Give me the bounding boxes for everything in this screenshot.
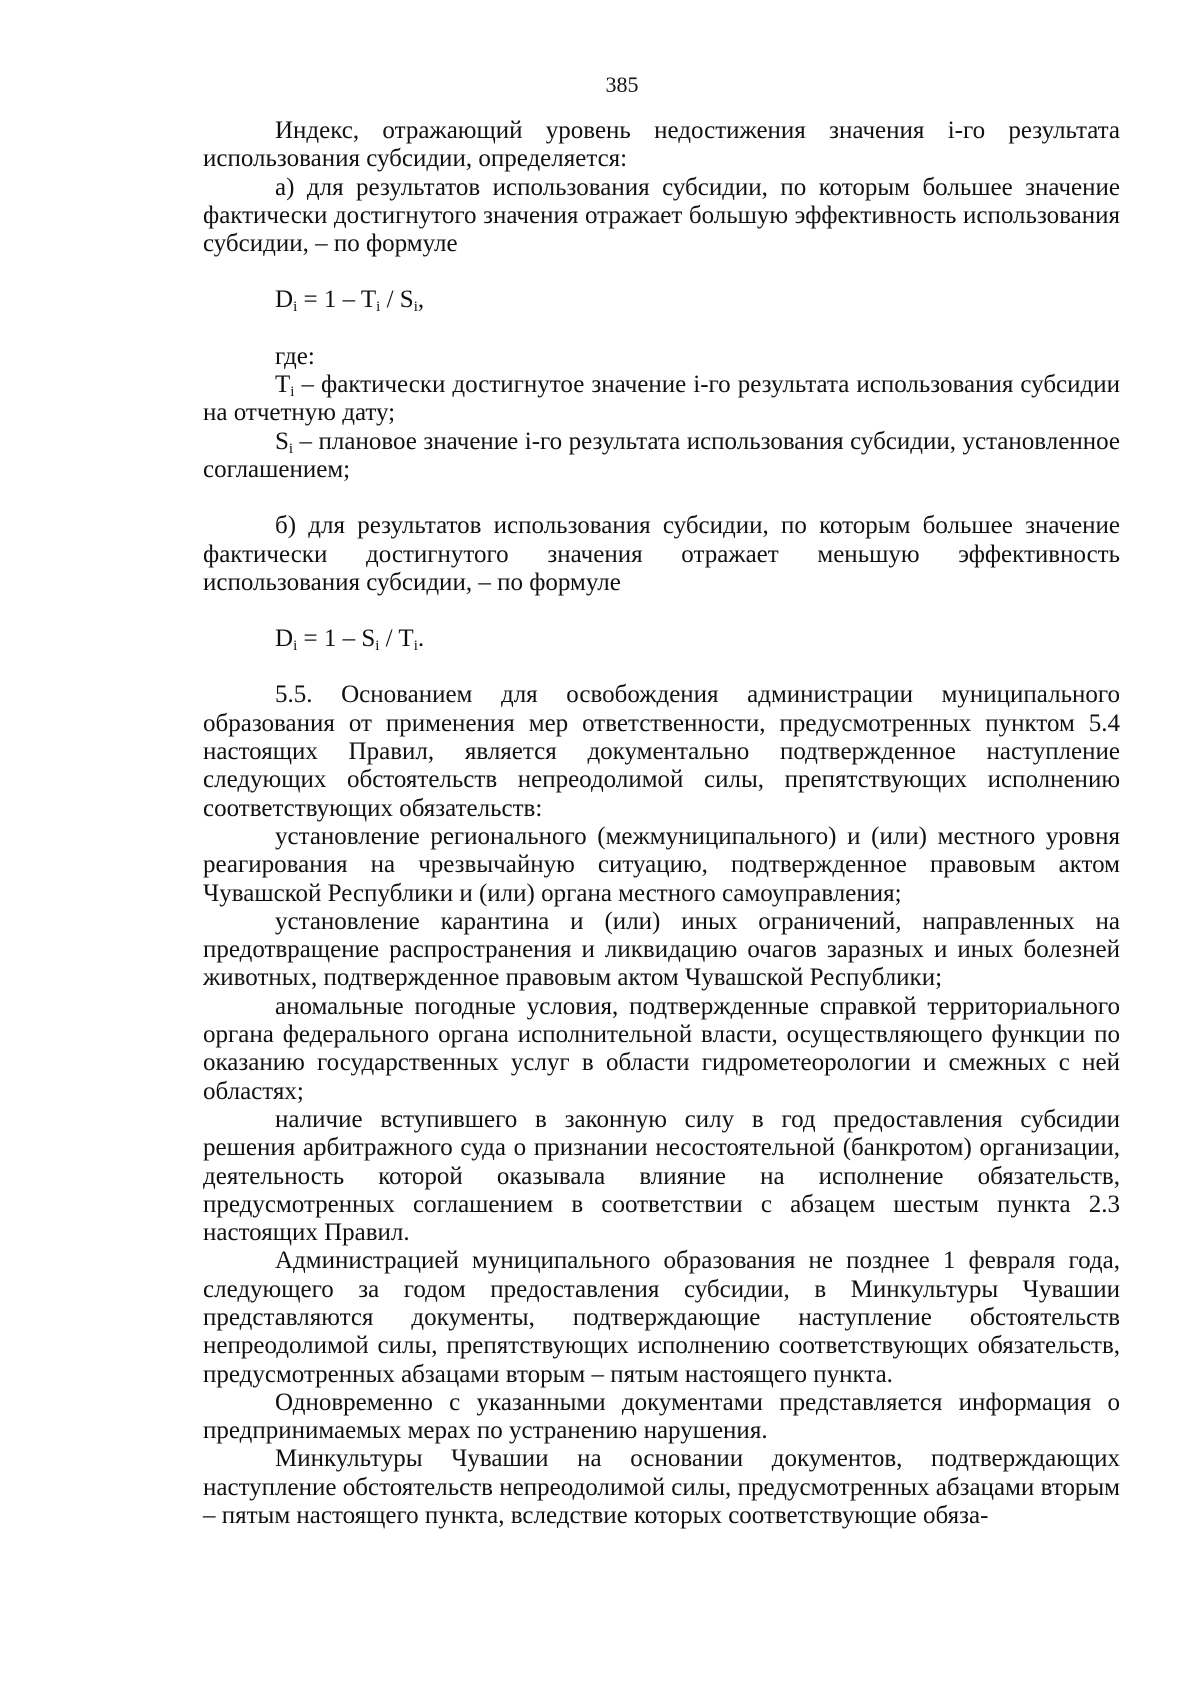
paragraph-case-b: б) для результатов использования субсидии, по которым большее значение фактически достигнутого значения отражает меньшую эффективность использования субсидии, – по формуле bbox=[203, 512, 1120, 596]
paragraph-bankruptcy: наличие вступившего в законную силу в год предоставления субсидии решения арбитражного суда о признании несостоятельной (банкротом) организации, деятельность которой оказывала влияние на исполнение обязательств, предусмотренных соглашением в соответствии с абзацем шестым пункта 2.3 настоящих Правил. bbox=[203, 1105, 1120, 1247]
formula-a-mid-subscript: i bbox=[376, 299, 381, 316]
definition-t-subscript: i bbox=[290, 384, 295, 401]
formula-b-mid-subscript: i bbox=[375, 638, 380, 655]
formula-a-divisor-subscript: i bbox=[413, 299, 418, 316]
paragraph-measures-info: Одновременно с указанными документами представляется информация о предпринимаемых мерах по устранению нарушения. bbox=[203, 1388, 1120, 1445]
formula-a-mid: = 1 – T bbox=[297, 286, 377, 314]
paragraph-emergency-response: установление регионального (межмуниципального) и (или) местного уровня реагирования на чрезвычайную ситуацию, подтвержденное правовым актом Чувашской Республики и (или) органа местного самоуправления; bbox=[203, 822, 1120, 907]
formula-a-lhs: D bbox=[275, 286, 294, 314]
definition-s-text: – плановое значение i-го результата использования субсидии, установленное соглашением; bbox=[203, 427, 1120, 483]
definition-t-symbol: T bbox=[275, 371, 291, 399]
paragraph-quarantine: установление карантина и (или) иных ограничений, направленных на предотвращение распространения и ликвидацию очагов заразных и иных болезней животных, подтвержденное правовым актом Чувашской Республики; bbox=[203, 907, 1120, 992]
paragraph-section-5-5: 5.5. Основанием для освобождения администрации муниципального образования от применения мер ответственности, предусмотренных пунктом 5.4 настоящих Правил, является документально подтвержденное наступление следующих обстоятельств непреодолимой силы, препятствующих исполнению соответствующих обязательств: bbox=[203, 681, 1120, 822]
formula-a-divisor: / S bbox=[380, 286, 414, 314]
formula-a bbox=[203, 286, 1120, 314]
where-label: где: bbox=[275, 342, 315, 370]
paragraph-case-a: а) для результатов использования субсидии, по которым большее значение фактически достигнутого значения отражает большую эффективность использования субсидии, – по формуле bbox=[203, 173, 1120, 258]
formula-b-mid: = 1 – S bbox=[297, 625, 376, 653]
formula-b-divisor: / T bbox=[379, 625, 414, 653]
formula-b-lhs-subscript: i bbox=[293, 638, 298, 655]
definition-s bbox=[203, 428, 1120, 485]
formula-a-tail: , bbox=[417, 286, 425, 314]
formula-b-lhs: D bbox=[275, 625, 294, 653]
paragraph-index-definition: Индекс, отражающий уровень недостижения значения i-го результата использования субсидии, определяется: bbox=[203, 117, 1120, 173]
document-body bbox=[203, 117, 1120, 1530]
page-number: 385 bbox=[605, 72, 639, 97]
formula-a-lhs-subscript: i bbox=[293, 299, 298, 316]
formula-b-tail: . bbox=[417, 625, 425, 653]
definition-t-text: – фактически достигнутое значение i-го результата использования субсидии на отчетную дату; bbox=[203, 371, 1120, 427]
formula-b bbox=[203, 625, 1120, 653]
paragraph-documents-deadline: Администрацией муниципального образования не позднее 1 февраля года, следующего за годом предоставления субсидии, в Минкультуры Чувашии представляются документы, подтверждающие наступление обстоятельств непреодолимой силы, препятствующих исполнению соответствующих обязательств, предусмотренных абзацами вторым – пятым настоящего пункта. bbox=[203, 1247, 1120, 1388]
definition-s-symbol: S bbox=[275, 427, 289, 455]
paragraph-weather: аномальные погодные условия, подтвержденные справкой территориального органа федерального органа исполнительной власти, осуществляющего функции по оказанию государственных услуг в области гидрометеорологии и смежных с ней областях; bbox=[203, 992, 1120, 1105]
definition-t bbox=[203, 371, 1120, 428]
paragraph-ministry-decision: Минкультуры Чувашии на основании документов, подтверждающих наступление обстоятельств непреодолимой силы, предусмотренных абзацами вторым – пятым настоящего пункта, вследствие которых соответствующие обяза- bbox=[203, 1445, 1120, 1530]
definition-s-subscript: i bbox=[288, 440, 294, 457]
formula-b-divisor-subscript: i bbox=[413, 638, 418, 655]
